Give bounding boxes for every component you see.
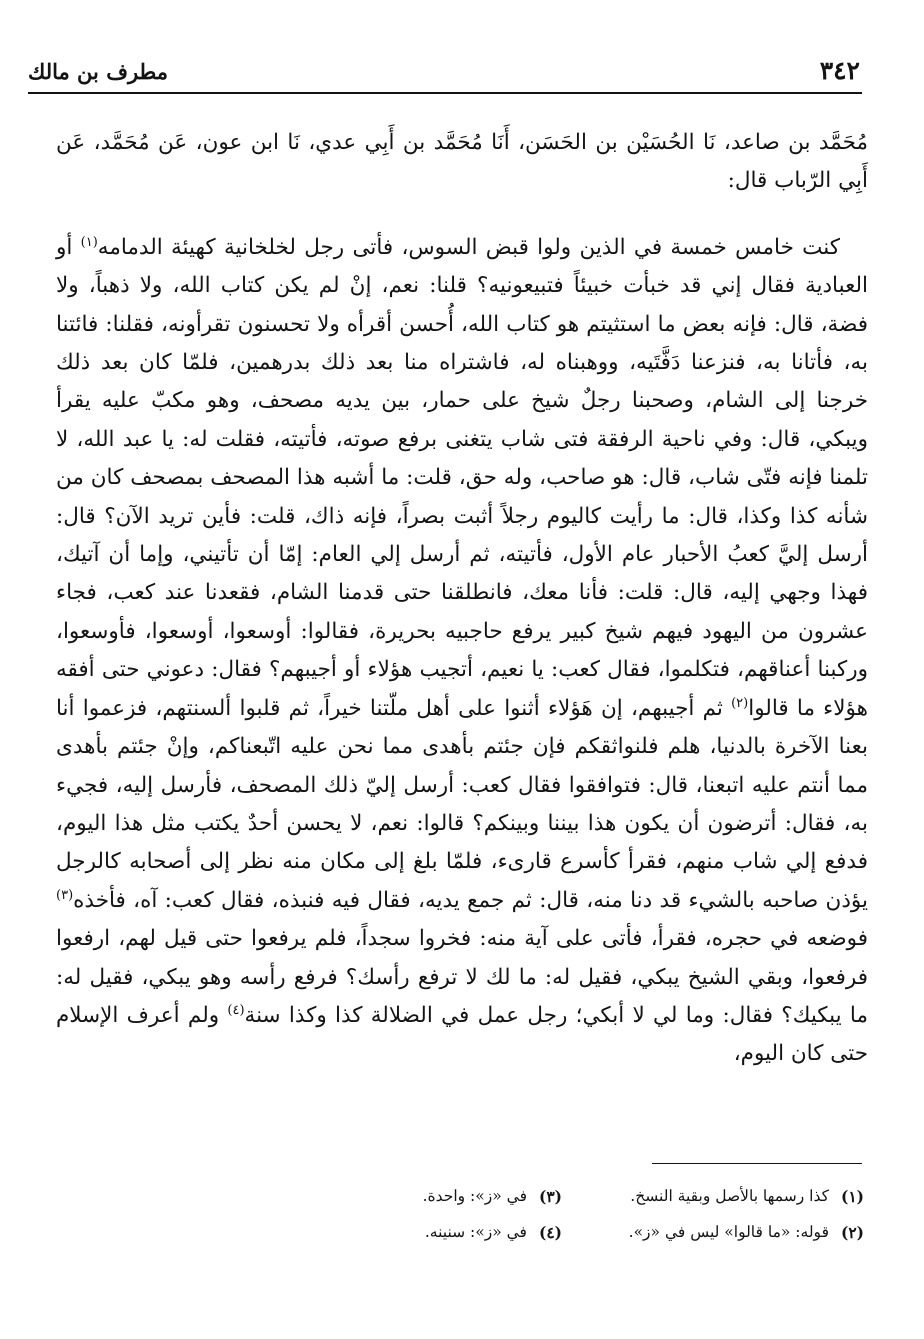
running-title: مطرف بن مالك xyxy=(28,59,169,84)
footnote-ref-3: (٣) xyxy=(56,887,74,903)
footnote-number: (٣) xyxy=(538,1186,562,1206)
footnote-2 xyxy=(562,1223,864,1242)
narrative-text: كنت خامس خمسة في الذين ولوا قبض السوس، فأتى رجل لخلخانية كهيئة الدمامه xyxy=(97,234,840,260)
footnote-row xyxy=(260,1178,864,1214)
footnote-separator xyxy=(652,1163,862,1164)
isnad-paragraph: مُحَمَّد بن صاعد، نَا الحُسَيْن بن الحَسَن، أَنَا مُحَمَّد بن أَبِي عدي، نَا ابن عون، عَن مُحَمَّد، عَن أَبِي الرّباب قال: xyxy=(56,130,868,194)
footnote-number: (٢) xyxy=(840,1222,864,1242)
footnote-1 xyxy=(562,1187,864,1206)
footnote-4 xyxy=(260,1223,562,1242)
page-number: ٣٤٢ xyxy=(819,56,860,85)
header-rule xyxy=(28,92,862,94)
footnote-ref-1: (١) xyxy=(80,234,98,250)
footnote-number: (٤) xyxy=(538,1222,562,1242)
main-text xyxy=(56,124,868,1074)
footnote-ref-2: (٢) xyxy=(731,695,749,711)
narrative-text: ثم أجيبهم، إن هَؤلاء أثنوا على أهل ملّتنا خيراً، ثم قلبوا ألسنتهم، فزعموا أنا بعنا الآخرة بالدنيا، هلم فلنواثقكم فإن جئتم بأهدى مما نحن عليه اتّبعناكم، وإنْ جئتم بأهدى مما أنتم عليه اتبعنا، قال: فتوافقوا فقال كعب: أرسل إليّ ذلك المصحف، فأرسل إليه، فجيء به، فقال: أترضون أن يكون هذا بيننا وبينكم؟ قالوا: نعم، لا يحسن أحدٌ يكتب مثل هذا اليوم، فدفع إلي شاب منهم، فقرأ كأسرع قارىء، فلمّا بلغ إلى مكان منه نظر إلى أصحابه كالرجل يؤذن صاحبه بالشيء قد دنا منه، قال: ثم جمع يديه، فقال فيه فنبذه، فقال كعب: آه، فأخذه xyxy=(56,695,868,913)
footnote-number: (١) xyxy=(840,1186,864,1206)
footnote-ref-4: (٤) xyxy=(227,1002,245,1018)
footnotes xyxy=(260,1178,864,1250)
footnote-text: قوله: «ما قالوا» ليس في «ز». xyxy=(628,1222,829,1241)
narrative-text: فوضعه في حجره، فقرأ، فأتى على آية منه: فخروا سجداً، فلم يرفعوا حتى قيل لهم، ارفعوا فرفعوا، وبقي الشيخ يبكي، فقيل له: ما لك لا ترفع رأسك؟ فرفع رأسه وهو يبكي، فقيل له: ما يبكيك؟ فقال: وما لي لا أبكي؛ رجل عمل في الضلالة كذا وكذا سنة xyxy=(56,926,868,1028)
narrative-paragraph xyxy=(56,229,868,1074)
footnote-row xyxy=(260,1214,864,1250)
footnote-text: كذا رسمها بالأصل وبقية النسخ. xyxy=(630,1186,829,1205)
footnote-text: في «ز»: سنينه. xyxy=(424,1222,527,1241)
page-header xyxy=(28,54,860,94)
narrative-text: أو العبادية فقال إني قد خبأت خبيئاً فتبيعونيه؟ قلنا: نعم، إنْ لم يكن كتاب الله، ولا ذهباً، ولا فضة، قال: فإنه بعض ما استثيتم هو كتاب الله، أُحسن أقرأه ولا تحسنون تقرأونه، فقلنا: فائتنا به، فأتانا به، فنزعنا دَفَّتَيه، ووهبناه له، فاشتراه منا بعد ذلك بدرهمين، فلمّا كان بعد ذلك خرجنا إلى الشام، وصحبنا رجلٌ شيخ على حمار، بين يديه مصحف، وهو مكبّ عليه يقرأ ويبكي، قال: وفي ناحية الرفقة فتى شاب يتغنى برفع صوته، فأتيته، فقلت له: يا عبد الله، لا تلمنا فإنه فتّى شاب، قال: هو صاحب، وله حق، قلت: ما أشبه هذا المصحف بمصحف كان من شأنه كذا وكذا، قال: ما رأيت كاليوم رجلاً أثبت بصراً، فإنه ذاك، قلت: فأين تريد الآن؟ قال: أرسل إليَّ كعبُ الأحبار عام الأول، فأتيته، ثم أرسل إلي العام: إمّا أن تأتيني، وإما أن آتيك، فهذا وجهي إليه، قال: قلت: فأنا معك، فانطلقنا حتى قدمنا الشام، فقعدنا عند كعب، فجاء عشرون من اليهود فيهم شيخ كبير يرفع حاجبيه بحريرة، فقالوا: أوسعوا، أوسعوا، فأوسعوا، وركبنا أعناقهم، فتكلموا، فقال كعب: يا نعيم، أتجيب هؤلاء أو أجيبهم؟ فقال: دعوني حتى أفقه هؤلاء ما قالوا xyxy=(56,234,868,721)
footnote-3 xyxy=(260,1187,562,1206)
footnote-text: في «ز»: واحدة. xyxy=(422,1186,527,1205)
narrative-text: ولم أعرف الإسلام حتى كان اليوم، xyxy=(56,1002,868,1067)
